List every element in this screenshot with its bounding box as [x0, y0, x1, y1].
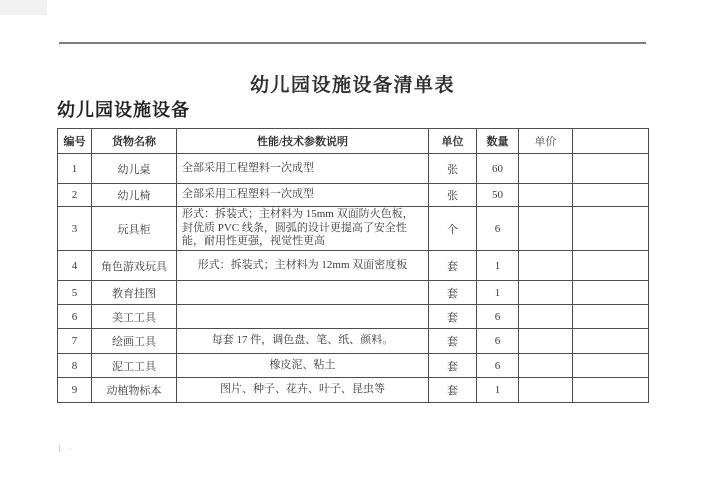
cell-extra — [573, 184, 649, 207]
cell-spec — [177, 281, 429, 305]
cell-extra — [573, 154, 649, 184]
cell-no: 3 — [58, 207, 92, 251]
page-number-mark: 1 · — [57, 444, 74, 455]
cell-qty: 60 — [477, 154, 519, 184]
cell-extra — [573, 378, 649, 403]
cell-no: 6 — [58, 305, 92, 329]
cell-name: 角色游戏玩具 — [92, 251, 177, 281]
cell-unit: 套 — [429, 378, 477, 403]
cell-name: 泥工工具 — [92, 354, 177, 378]
cell-price — [519, 184, 573, 207]
cell-name: 绘画工具 — [92, 329, 177, 354]
cell-unit: 套 — [429, 305, 477, 329]
cell-no: 2 — [58, 184, 92, 207]
cell-unit: 套 — [429, 281, 477, 305]
cell-unit: 套 — [429, 251, 477, 281]
cell-price — [519, 207, 573, 251]
cell-extra — [573, 251, 649, 281]
cell-qty: 6 — [477, 207, 519, 251]
header-rule-line — [59, 42, 646, 44]
cell-no: 1 — [58, 154, 92, 184]
cell-price — [519, 251, 573, 281]
table-row — [58, 378, 649, 403]
header-qty: 数量 — [477, 129, 519, 154]
cell-spec: 图片、种子、花卉、叶子、昆虫等 — [177, 378, 429, 403]
cell-qty: 1 — [477, 281, 519, 305]
cell-extra — [573, 305, 649, 329]
cell-price — [519, 305, 573, 329]
header-name: 货物名称 — [92, 129, 177, 154]
cell-extra — [573, 207, 649, 251]
cell-spec: 全部采用工程塑料一次成型 — [177, 184, 429, 207]
cell-name: 教育挂图 — [92, 281, 177, 305]
cell-spec: 每套 17 件，调色盘、笔、纸、颜料。 — [177, 329, 429, 354]
table-header-row — [58, 129, 649, 154]
cell-name: 幼儿桌 — [92, 154, 177, 184]
header-no: 编号 — [58, 129, 92, 154]
header-price: 单价 — [519, 129, 573, 154]
cell-price — [519, 154, 573, 184]
cell-spec: 橡皮泥、粘土 — [177, 354, 429, 378]
table-row — [58, 154, 649, 184]
cell-qty: 6 — [477, 329, 519, 354]
cell-name: 幼儿椅 — [92, 184, 177, 207]
scan-corner-artifact — [0, 0, 47, 15]
cell-spec: 形式：拆装式；主材料为 15mm 双面防火色板，封优质 PVC 线条，圆弧的设计更提高了安全性能，耐用性更强，视觉性更高 — [177, 207, 429, 251]
cell-unit: 张 — [429, 184, 477, 207]
cell-no: 4 — [58, 251, 92, 281]
table-row — [58, 207, 649, 251]
header-unit: 单位 — [429, 129, 477, 154]
cell-name: 美工工具 — [92, 305, 177, 329]
cell-extra — [573, 329, 649, 354]
table-row — [58, 354, 649, 378]
equipment-table — [57, 128, 649, 403]
cell-extra — [573, 354, 649, 378]
cell-price — [519, 378, 573, 403]
document-title: 幼儿园设施设备清单表 — [249, 75, 455, 96]
table-row — [58, 305, 649, 329]
cell-price — [519, 329, 573, 354]
table-row — [58, 184, 649, 207]
table-row — [58, 329, 649, 354]
cell-spec: 全部采用工程塑料一次成型 — [177, 154, 429, 184]
table-row — [58, 281, 649, 305]
cell-name: 玩具柜 — [92, 207, 177, 251]
header-extra — [573, 129, 649, 154]
cell-qty: 50 — [477, 184, 519, 207]
cell-price — [519, 281, 573, 305]
cell-no: 8 — [58, 354, 92, 378]
cell-unit: 套 — [429, 354, 477, 378]
cell-spec: 形式：拆装式；主材料为 12mm 双面密度板 — [177, 251, 429, 281]
cell-qty: 6 — [477, 305, 519, 329]
cell-spec — [177, 305, 429, 329]
cell-qty: 1 — [477, 378, 519, 403]
cell-no: 7 — [58, 329, 92, 354]
cell-name: 动植物标本 — [92, 378, 177, 403]
cell-qty: 1 — [477, 251, 519, 281]
section-heading: 幼儿园设施设备 — [57, 100, 190, 120]
cell-price — [519, 354, 573, 378]
table-row — [58, 251, 649, 281]
cell-no: 5 — [58, 281, 92, 305]
cell-no: 9 — [58, 378, 92, 403]
cell-extra — [573, 281, 649, 305]
cell-unit: 张 — [429, 154, 477, 184]
cell-unit: 套 — [429, 329, 477, 354]
cell-qty: 6 — [477, 354, 519, 378]
cell-unit: 个 — [429, 207, 477, 251]
header-spec: 性能/技术参数说明 — [177, 129, 429, 154]
